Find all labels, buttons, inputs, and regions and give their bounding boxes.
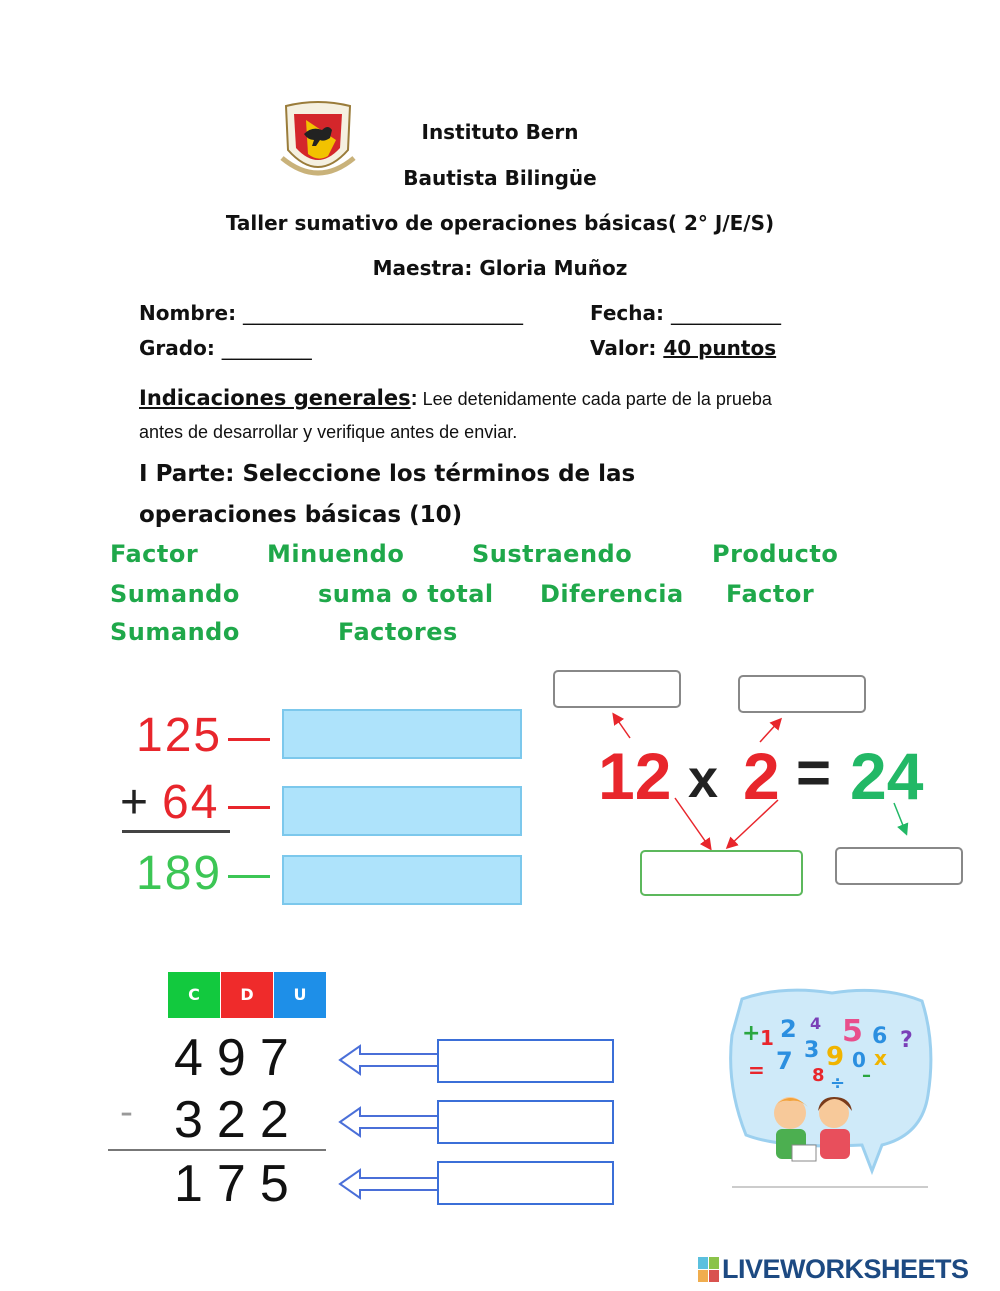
addition-connector-1 bbox=[228, 738, 270, 741]
subtraction-arrows bbox=[338, 1040, 440, 1210]
word-bank-item[interactable]: Factores bbox=[338, 618, 458, 646]
arrow-to-factor-2-box bbox=[760, 720, 780, 742]
word-bank-item[interactable]: Factor bbox=[726, 580, 815, 608]
multiplication-factor-1: 12 bbox=[598, 739, 672, 813]
word-bank-item[interactable]: Producto bbox=[712, 540, 839, 568]
kids-math-illustration bbox=[722, 985, 934, 1193]
svg-text:9: 9 bbox=[826, 1042, 845, 1072]
product-name-answer-box[interactable] bbox=[640, 850, 803, 896]
grade-field[interactable]: _________ bbox=[221, 336, 312, 360]
word-bank-item[interactable]: Minuendo bbox=[267, 540, 405, 568]
arrow-to-product-term-box bbox=[894, 803, 906, 833]
grade-row bbox=[139, 336, 312, 360]
subtraction-subtrahend: 322 bbox=[174, 1091, 303, 1149]
name-label: Nombre: bbox=[139, 301, 244, 325]
svg-text:6: 6 bbox=[872, 1024, 888, 1049]
addend-1-answer-box[interactable] bbox=[282, 709, 522, 759]
addition-addend-2: 64 bbox=[162, 776, 220, 829]
arrow-difference bbox=[340, 1170, 438, 1198]
date-field[interactable]: ___________ bbox=[670, 301, 781, 325]
word-bank-item[interactable]: Sumando bbox=[110, 580, 240, 608]
addition-plus-sign: + bbox=[120, 776, 151, 829]
svg-text:7: 7 bbox=[776, 1047, 793, 1075]
place-value-c: C bbox=[168, 972, 220, 1018]
svg-text:0: 0 bbox=[852, 1048, 866, 1072]
subtraction-minuend: 497 bbox=[174, 1029, 303, 1087]
date-label: Fecha: bbox=[590, 301, 671, 325]
addition-total: 189 bbox=[136, 847, 223, 900]
svg-text:2: 2 bbox=[780, 1015, 797, 1043]
school-name: Instituto Bern bbox=[421, 120, 579, 144]
svg-text:8: 8 bbox=[812, 1065, 825, 1086]
minuend-answer-box[interactable] bbox=[437, 1039, 614, 1083]
arrow-to-factor-1-box bbox=[614, 715, 630, 738]
instructions bbox=[139, 382, 899, 449]
value-amount: 40 puntos bbox=[663, 336, 777, 360]
instructions-heading: Indicaciones generales bbox=[139, 386, 411, 410]
subtraction-difference: 175 bbox=[174, 1155, 303, 1213]
svg-text:?: ? bbox=[900, 1028, 913, 1053]
instructions-text-1: Lee detenidamente cada parte de la prueba bbox=[417, 389, 772, 409]
word-bank-item[interactable]: Diferencia bbox=[540, 580, 684, 608]
liveworksheets-brand[interactable]: LIVEWORKSHEETS bbox=[722, 1254, 969, 1284]
name-row bbox=[139, 301, 523, 325]
grade-label: Grado: bbox=[139, 336, 222, 360]
svg-text:4: 4 bbox=[810, 1014, 822, 1033]
arrow-factor-1-to-product bbox=[675, 798, 710, 848]
teacher-name: Maestra: Gloria Muñoz bbox=[372, 256, 628, 280]
word-bank-item[interactable]: suma o total bbox=[318, 580, 494, 608]
multiplication-times-sign: x bbox=[688, 749, 719, 809]
value-row bbox=[590, 336, 776, 360]
svg-text:3: 3 bbox=[804, 1038, 820, 1063]
multiplication-product: 24 bbox=[850, 739, 924, 813]
svg-text:x: x bbox=[874, 1046, 887, 1070]
arrow-subtrahend bbox=[340, 1108, 438, 1136]
addition-connector-3 bbox=[228, 875, 270, 878]
word-bank-item[interactable]: Sustraendo bbox=[472, 540, 633, 568]
multiplication-equals-sign: = bbox=[796, 739, 832, 806]
subtraction-rule-line bbox=[108, 1149, 326, 1151]
addition-rule-line bbox=[122, 830, 230, 833]
date-row bbox=[590, 301, 781, 325]
place-value-u: U bbox=[274, 972, 326, 1018]
total-answer-box[interactable] bbox=[282, 855, 522, 905]
svg-text:÷: ÷ bbox=[830, 1073, 846, 1094]
arrow-factor-2-to-product bbox=[728, 800, 778, 847]
word-bank-item[interactable]: Sumando bbox=[110, 618, 240, 646]
svg-text:5: 5 bbox=[842, 1014, 863, 1049]
name-field[interactable]: ____________________________ bbox=[243, 301, 524, 325]
svg-text:–: – bbox=[862, 1065, 871, 1086]
worksheet-title: Taller sumativo de operaciones básicas( 2° J/E/S) bbox=[225, 211, 775, 235]
svg-text:1: 1 bbox=[760, 1026, 774, 1050]
instructions-text-2: antes de desarrollar y verifique antes de enviar. bbox=[139, 422, 518, 442]
place-value-d: D bbox=[221, 972, 273, 1018]
subtraction-minus-sign: - bbox=[120, 1092, 133, 1133]
addition-connector-2 bbox=[228, 806, 270, 809]
addition-addend-1: 125 bbox=[136, 709, 223, 762]
product-term-answer-box[interactable] bbox=[835, 847, 963, 885]
multiplication-factor-2: 2 bbox=[743, 739, 780, 813]
addend-2-answer-box[interactable] bbox=[282, 786, 522, 836]
part1-title-line1: I Parte: Seleccione los términos de las bbox=[139, 461, 636, 487]
difference-answer-box[interactable] bbox=[437, 1161, 614, 1205]
svg-text:+: + bbox=[742, 1021, 761, 1046]
multiplication-arrows bbox=[540, 690, 960, 860]
svg-text:=: = bbox=[748, 1058, 765, 1082]
school-subtitle: Bautista Bilingüe bbox=[403, 166, 597, 190]
part1-title-line2: operaciones básicas (10) bbox=[139, 502, 463, 528]
subtrahend-answer-box[interactable] bbox=[437, 1100, 614, 1144]
value-label: Valor: bbox=[590, 336, 664, 360]
word-bank-item[interactable]: Factor bbox=[110, 540, 199, 568]
arrow-minuend bbox=[340, 1046, 438, 1074]
liveworksheets-logo bbox=[698, 1257, 720, 1283]
instructions-colon: : bbox=[410, 387, 418, 410]
